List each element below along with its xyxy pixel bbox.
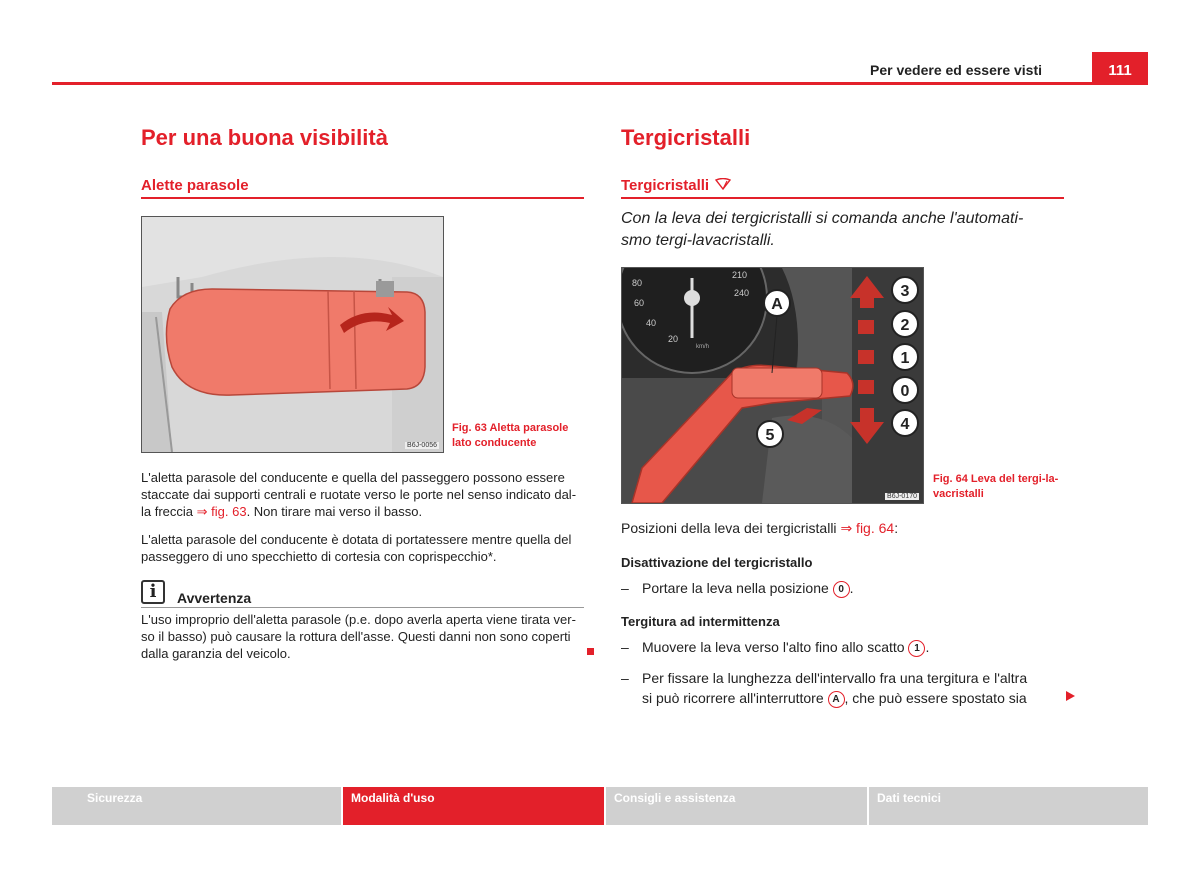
- figure-code: B6J-0056: [407, 442, 437, 449]
- positions-text: Posizioni della leva dei tergicristalli ⇒ fig. 64:: [621, 520, 899, 536]
- right-subtitle-rule: [621, 197, 1064, 199]
- figure-64-caption: Fig. 64 Leva del tergi-la- vacristalli: [933, 473, 1059, 500]
- position-1-marker: 1: [908, 640, 925, 657]
- gauge-tick: 210: [732, 270, 748, 280]
- svg-text:4: 4: [900, 416, 910, 433]
- right-subtitle-row: [621, 177, 732, 195]
- nav-tab-dati-tecnici[interactable]: Dati tecnici: [869, 787, 1148, 825]
- running-header-title: Per vedere ed essere visti: [870, 62, 1043, 78]
- bullet-1: – Portare la leva nella posizione 0 .: [621, 580, 854, 596]
- gauge-tick: 20: [668, 334, 679, 344]
- position-0-marker: 0: [833, 581, 850, 598]
- heading-disable: Disattivazione del tergicristallo: [621, 555, 813, 570]
- nav-tab-sicurezza[interactable]: Sicurezza: [52, 787, 341, 825]
- svg-text:3: 3: [900, 283, 910, 300]
- end-of-section-marker: [587, 648, 594, 655]
- svg-text:0: 0: [900, 383, 910, 400]
- info-icon: i: [141, 580, 165, 604]
- left-paragraph-1: L'aletta parasole del conducente e quella del passeggero possono essere staccate dai supporti centrali e ruotate verso le porte nel senso indicato dal- la freccia ⇒ fig. 63. Non tirare mai verso il basso.: [141, 470, 577, 519]
- label-1: [892, 344, 918, 370]
- label-2: [892, 311, 918, 337]
- label-4: [892, 410, 918, 436]
- wiper-icon: [714, 178, 732, 190]
- gauge-tick: 60: [634, 298, 645, 308]
- svg-text:A: A: [771, 296, 783, 313]
- nav-tab-modalita-duso[interactable]: Modalità d'uso: [343, 787, 604, 825]
- gauge-tick: 80: [632, 278, 643, 288]
- svg-text:5: 5: [765, 427, 775, 444]
- svg-text:1: 1: [900, 350, 910, 367]
- svg-text:2: 2: [900, 317, 910, 334]
- heading-interval: Tergitura ad intermittenza: [621, 614, 780, 629]
- switch-a-marker: A: [828, 691, 845, 708]
- left-section-title: Per una buona visibilità: [141, 125, 388, 150]
- warning-text: L'uso improprio dell'aletta parasole (p.e. dopo averla aperta viene tirata ver- so il basso) può causare la rottura dell'asse. Questi danni non sono coperti dalla garanzia del veicolo.: [141, 612, 576, 661]
- nav-tab-consigli-e-assistenza[interactable]: Consigli e assistenza: [606, 787, 867, 825]
- figure-64-wiper-lever: [621, 267, 924, 504]
- warning-rule: [141, 607, 584, 608]
- figure-63-link[interactable]: ⇒ fig. 63: [196, 504, 247, 519]
- label-3: [892, 277, 918, 303]
- left-subtitle-rule: [141, 197, 584, 199]
- figure-code: B6J-0170: [887, 493, 917, 500]
- gauge-tick: 240: [734, 288, 750, 298]
- label-0: [892, 377, 918, 403]
- label-5: [757, 421, 783, 447]
- right-section-title: Tergicristalli: [621, 125, 751, 150]
- left-paragraph-2: L'aletta parasole del conducente è dotata di portatessere mentre quella del passeggero di uno specchietto di cortesia con coprispecchio*.: [141, 532, 572, 564]
- header-rule: [52, 82, 1148, 85]
- warning-title: Avvertenza: [177, 590, 252, 606]
- left-subtitle: Alette parasole: [141, 177, 249, 194]
- figure-64-link[interactable]: ⇒ fig. 64: [840, 520, 895, 536]
- gauge-tick: km/h: [696, 344, 710, 350]
- sun-visor-illustration: [142, 217, 443, 452]
- continue-arrow-icon: [1066, 691, 1075, 701]
- intro-text: Con la leva dei tergicristalli si comanda anche l'automati- smo tergi-lavacristalli.: [621, 210, 1024, 249]
- bullet-2: – Muovere la leva verso l'alto fino allo scatto 1 .: [621, 639, 930, 655]
- figure-63-caption: Fig. 63 Aletta parasole lato conducente: [452, 422, 569, 449]
- page-number: 111: [1092, 52, 1148, 83]
- gauge-tick: 40: [646, 318, 657, 328]
- figure-63-sun-visor: [141, 216, 444, 453]
- label-A: [764, 290, 790, 316]
- right-subtitle: Tergicristalli: [621, 177, 710, 194]
- bullet-3: – Per fissare la lunghezza dell'intervallo fra una tergitura e l'altra si può ricorrere all'interruttore A , che può essere spostato sia: [621, 670, 1028, 706]
- wiper-lever-illustration: [622, 268, 923, 503]
